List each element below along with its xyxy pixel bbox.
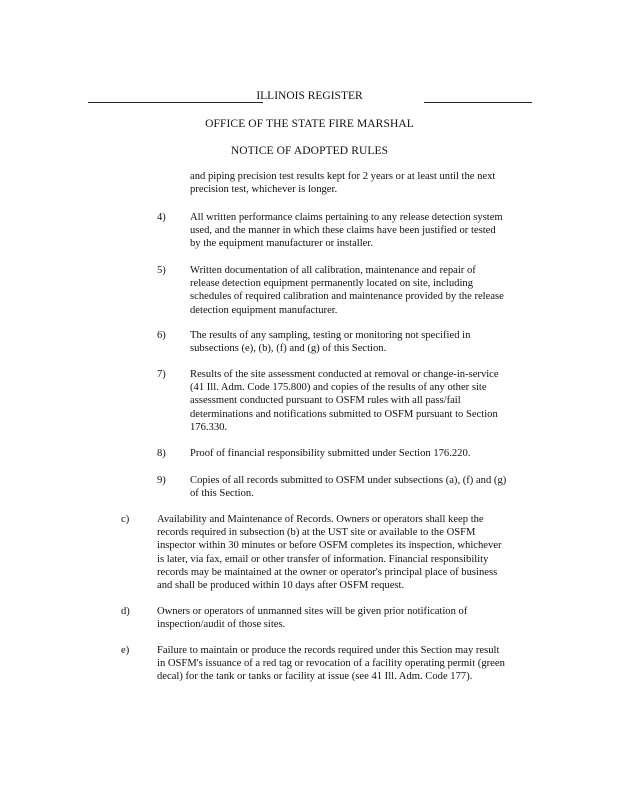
item-paragraph: [190, 329, 470, 355]
item-paragraph: [190, 264, 504, 317]
item-paragraph: [190, 211, 503, 251]
text-line: (41 Ill. Adm. Code 175.800) and copies of the results of any other site: [190, 382, 487, 394]
text-line: The results of any sampling, testing or monitoring not specified in: [190, 330, 471, 341]
text-line: is later, via fax, email or other transfer of information. Financial responsibility: [157, 553, 489, 565]
subsection-label: d): [121, 606, 130, 617]
text-line: and shall be produced within 10 days after OSFM request.: [157, 580, 405, 592]
item-label: 8): [157, 448, 166, 459]
text-line: Failure to maintain or produce the records required under this Section may result: [157, 645, 500, 656]
text-line: Copies of all records submitted to OSFM under subsections (a), (f) and (g): [190, 475, 507, 486]
subsection-paragraph: [157, 605, 467, 631]
item-label: 7): [157, 369, 166, 380]
item-label: 5): [157, 265, 166, 276]
text-line: decal) for the tank or tanks or facility at issue (see 41 Ill. Adm. Code 177).: [157, 671, 473, 683]
text-line: records may be maintained at the owner or operator's principal place of business: [157, 566, 498, 578]
text-line: precision test, whichever is longer.: [190, 184, 338, 196]
item-paragraph: [190, 368, 499, 434]
text-line: Written documentation of all calibration, maintenance and repair of: [190, 265, 476, 276]
text-line: in OSFM's issuance of a red tag or revocation of a facility operating permit (green: [157, 658, 505, 670]
text-line: 176.330.: [190, 421, 228, 433]
text-line: of this Section.: [190, 488, 254, 500]
text-line: and piping precision test results kept for 2 years or at least until the next: [190, 171, 496, 182]
text-line: assessment conducted pursuant to OSFM rules with all pass/fail: [190, 395, 461, 407]
text-line: by the equipment manufacturer or installer.: [190, 238, 373, 250]
header-rule-left: [88, 102, 263, 103]
text-line: detection equipment manufacturer.: [190, 304, 338, 316]
item-label: 4): [157, 212, 166, 223]
item-paragraph: [190, 447, 470, 460]
text-line: release detection equipment permanently located on site, including: [190, 278, 473, 290]
text-line: Proof of financial responsibility submitted under Section 176.220.: [190, 448, 471, 459]
text-line: Availability and Maintenance of Records. Owners or operators shall keep the: [157, 514, 484, 525]
office-title: OFFICE OF THE STATE FIRE MARSHAL: [205, 118, 414, 130]
carryover-paragraph: [190, 170, 495, 196]
text-line: Results of the site assessment conducted at removal or change-in-service: [190, 369, 499, 380]
register-title: ILLINOIS REGISTER: [256, 90, 363, 102]
text-line: determinations and notifications submitted to OSFM pursuant to Section: [190, 408, 498, 420]
notice-title: NOTICE OF ADOPTED RULES: [230, 145, 389, 157]
item-label: 9): [157, 475, 166, 486]
text-line: schedules of required calibration and maintenance provided by the release: [190, 291, 504, 303]
text-line: Owners or operators of unmanned sites will be given prior notification of: [157, 606, 468, 617]
text-line: inspector within 30 minutes or before OSFM completes its inspection, whichever: [157, 540, 502, 552]
text-line: subsections (e), (b), (f) and (g) of this Section.: [190, 343, 387, 355]
subsection-label: c): [121, 514, 130, 525]
text-line: used, and the manner in which these claims have been justified or tested: [190, 225, 496, 237]
subsection-paragraph: [157, 513, 502, 592]
text-line: inspection/audit of those sites.: [157, 619, 286, 631]
item-label: 6): [157, 330, 166, 341]
text-line: All written performance claims pertaining to any release detection system: [190, 212, 503, 223]
text-line: records required in subsection (b) at the UST site or available to the OSFM: [157, 527, 476, 539]
subsection-paragraph: [157, 644, 505, 684]
item-paragraph: [190, 474, 506, 500]
subsection-label: e): [121, 645, 130, 656]
header-rule-right: [424, 102, 532, 103]
